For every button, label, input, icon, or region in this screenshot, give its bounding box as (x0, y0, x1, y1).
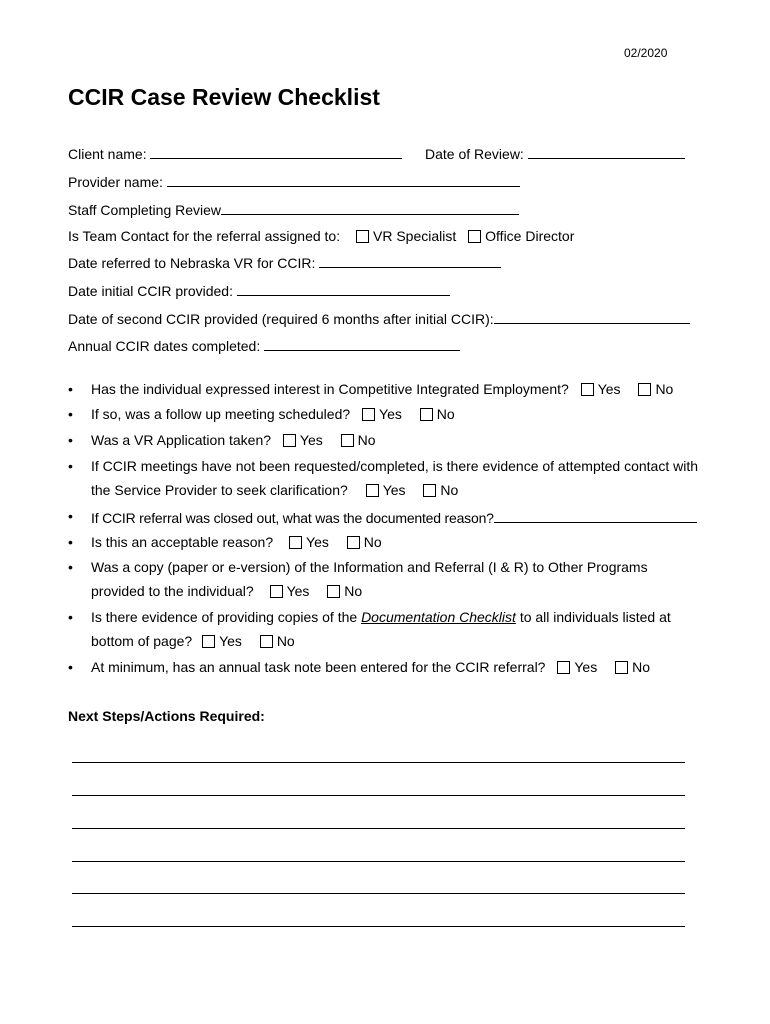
no-label: No (276, 633, 295, 649)
no-label: No (363, 534, 382, 550)
closed-reason-field[interactable] (494, 508, 697, 523)
question-attempted-contact-cont (91, 482, 458, 498)
next-steps-line-5[interactable] (72, 893, 685, 894)
yes-label: Yes (382, 482, 406, 498)
provider-name-field[interactable] (167, 172, 520, 187)
yes-label: Yes (574, 659, 598, 675)
question-text: If CCIR meetings have not been requested/completed, is there evidence of attempted contact with (91, 458, 699, 474)
date-referred-row (68, 253, 501, 271)
date-second-field[interactable] (494, 309, 690, 324)
question-vr-application (91, 432, 376, 448)
question-documentation-checklist (91, 609, 671, 625)
question-text: Was a VR Application taken? (91, 432, 272, 448)
question-text: Has the individual expressed interest in Competitive Integrated Employment? (91, 381, 569, 397)
bullet-7: • (68, 559, 73, 575)
staff-completing-field[interactable] (221, 200, 519, 215)
question-i-and-r-copy (91, 559, 648, 575)
office-director-label: Office Director (485, 228, 575, 244)
vr-specialist-label: VR Specialist (373, 228, 457, 244)
yes-label: Yes (286, 583, 310, 599)
question-documentation-checklist-cont (91, 633, 295, 649)
office-director-checkbox[interactable] (468, 230, 481, 243)
q4-no-checkbox[interactable] (423, 484, 436, 497)
question-closed-reason (91, 508, 697, 526)
bullet-2: • (68, 406, 73, 422)
date-initial-field[interactable] (237, 281, 450, 296)
bullet-1: • (68, 381, 73, 397)
date-referred-label: Date referred to Nebraska VR for CCIR: (68, 255, 316, 271)
q3-no-checkbox[interactable] (341, 434, 354, 447)
q7-no-checkbox[interactable] (327, 585, 340, 598)
annual-dates-row (68, 336, 460, 354)
no-label: No (357, 432, 376, 448)
q8-no-checkbox[interactable] (260, 635, 273, 648)
question-text: If CCIR referral was closed out, what was the documented reason? (91, 510, 494, 526)
q2-yes-checkbox[interactable] (362, 408, 375, 421)
next-steps-line-4[interactable] (72, 861, 685, 862)
page-title: CCIR Case Review Checklist (68, 84, 380, 110)
question-follow-up (91, 406, 455, 422)
q4-yes-checkbox[interactable] (366, 484, 379, 497)
bullet-4: • (68, 458, 73, 474)
q9-no-checkbox[interactable] (615, 661, 628, 674)
next-steps-heading: Next Steps/Actions Required: (68, 708, 265, 724)
annual-dates-field[interactable] (264, 336, 460, 351)
next-steps-line-3[interactable] (72, 828, 685, 829)
next-steps-line-1[interactable] (72, 762, 685, 763)
client-name-row (68, 144, 402, 162)
q8-yes-checkbox[interactable] (202, 635, 215, 648)
q1-yes-checkbox[interactable] (581, 383, 594, 396)
question-text: to all individuals listed at (519, 609, 671, 625)
date-initial-label: Date initial CCIR provided: (68, 283, 233, 299)
question-attempted-contact (91, 458, 698, 474)
next-steps-line-6[interactable] (72, 926, 685, 927)
form-date-code: 02/2020 (624, 46, 668, 60)
documentation-checklist-link[interactable]: Documentation Checklist (361, 609, 516, 625)
bullet-5: • (68, 508, 73, 524)
question-text: If so, was a follow up meeting scheduled? (91, 406, 351, 422)
date-second-label: Date of second CCIR provided (required 6 months after initial CCIR): (68, 311, 494, 327)
date-second-row (68, 309, 690, 327)
vr-specialist-checkbox[interactable] (356, 230, 369, 243)
question-text: At minimum, has an annual task note been entered for the CCIR referral? (91, 659, 546, 675)
question-text: Is this an acceptable reason? (91, 534, 274, 550)
bullet-8: • (68, 609, 73, 625)
next-steps-line-2[interactable] (72, 795, 685, 796)
no-label: No (344, 583, 363, 599)
question-i-and-r-copy-cont (91, 583, 362, 599)
team-contact-row (68, 228, 574, 244)
question-interest-cie (91, 381, 673, 397)
bullet-9: • (68, 659, 73, 675)
yes-label: Yes (306, 534, 329, 550)
q6-yes-checkbox[interactable] (289, 536, 302, 549)
provider-name-row (68, 172, 520, 190)
question-text: provided to the individual? (91, 583, 254, 599)
q2-no-checkbox[interactable] (420, 408, 433, 421)
no-label: No (655, 381, 674, 397)
question-acceptable-reason (91, 534, 382, 550)
staff-completing-row (68, 200, 519, 218)
no-label: No (632, 659, 650, 675)
question-text: Was a copy (paper or e-version) of the Information and Referral (I & R) to Other Programs (91, 559, 648, 575)
date-referred-field[interactable] (319, 253, 501, 268)
date-of-review-label: Date of Review: (425, 146, 524, 162)
yes-label: Yes (299, 432, 323, 448)
q1-no-checkbox[interactable] (638, 383, 651, 396)
provider-name-label: Provider name: (68, 174, 163, 190)
client-name-label: Client name: (68, 146, 147, 162)
no-label: No (440, 482, 459, 498)
staff-completing-label: Staff Completing Review (68, 202, 222, 218)
question-annual-task-note (91, 659, 650, 675)
q6-no-checkbox[interactable] (347, 536, 360, 549)
question-text: bottom of page? (91, 633, 193, 649)
annual-dates-label: Annual CCIR dates completed: (68, 338, 261, 354)
team-contact-label: Is Team Contact for the referral assigned to: (68, 228, 341, 244)
q3-yes-checkbox[interactable] (283, 434, 296, 447)
bullet-6: • (68, 534, 73, 550)
date-of-review-field[interactable] (528, 144, 685, 159)
q9-yes-checkbox[interactable] (557, 661, 570, 674)
yes-label: Yes (219, 633, 242, 649)
question-text: Is there evidence of providing copies of the (91, 609, 358, 625)
question-text: the Service Provider to seek clarification? (91, 482, 348, 498)
bullet-3: • (68, 432, 73, 448)
q7-yes-checkbox[interactable] (270, 585, 283, 598)
client-name-field[interactable] (150, 144, 402, 159)
yes-label: Yes (597, 381, 621, 397)
date-of-review-row (425, 144, 685, 162)
yes-label: Yes (379, 406, 402, 422)
date-initial-row (68, 281, 450, 299)
no-label: No (436, 406, 455, 422)
